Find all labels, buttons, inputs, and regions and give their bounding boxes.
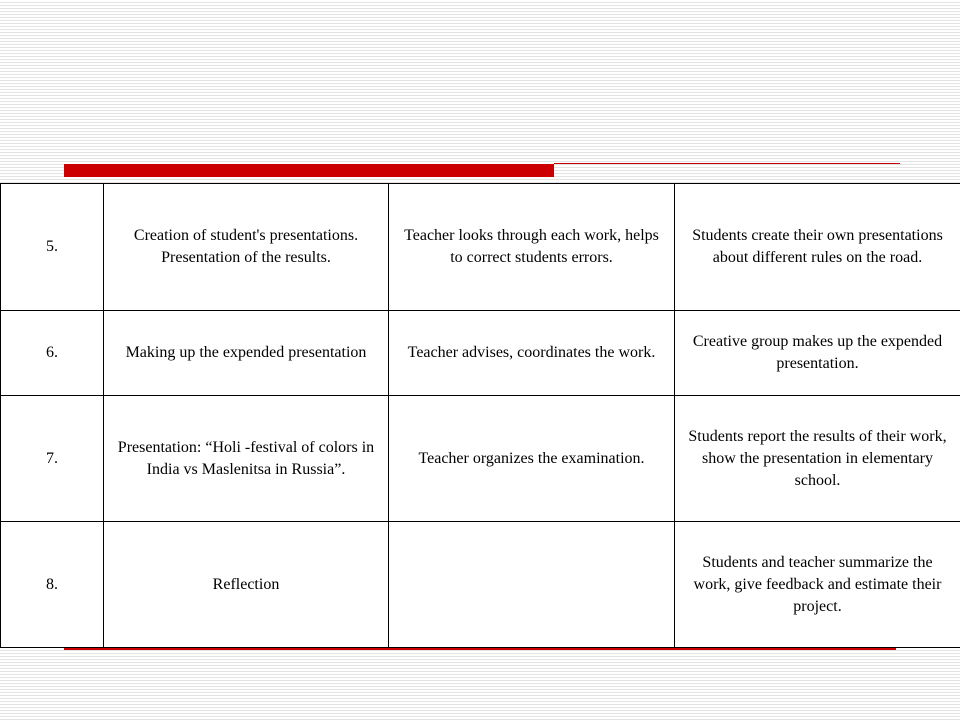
stage-cell: Presentation: “Holi -festival of colors in India vs Maslenitsa in Russia”. — [104, 396, 389, 522]
row-number-cell: 8. — [1, 522, 104, 648]
footer-accent-line — [64, 648, 896, 650]
student-activity-cell: Creative group makes up the expended presentation. — [675, 311, 960, 396]
row-number-cell: 6. — [1, 311, 104, 396]
teacher-activity-cell: Teacher advises, coordinates the work. — [389, 311, 675, 396]
table-row — [1, 184, 960, 311]
project-stages-table — [0, 183, 960, 648]
teacher-activity-cell — [389, 522, 675, 648]
table-row — [1, 396, 960, 522]
teacher-activity-cell: Teacher looks through each work, helps to correct students errors. — [389, 184, 675, 311]
title-accent-line — [554, 163, 900, 164]
stage-cell: Creation of student's presentations. Presentation of the results. — [104, 184, 389, 311]
table-row — [1, 522, 960, 648]
student-activity-cell: Students create their own presentations about different rules on the road. — [675, 184, 960, 311]
teacher-activity-cell: Teacher organizes the examination. — [389, 396, 675, 522]
row-number-cell: 7. — [1, 396, 104, 522]
student-activity-cell: Students and teacher summarize the work, give feedback and estimate their project. — [675, 522, 960, 648]
stage-cell: Reflection — [104, 522, 389, 648]
stage-cell: Making up the expended presentation — [104, 311, 389, 396]
title-accent-bar — [64, 164, 554, 177]
row-number-cell: 5. — [1, 184, 104, 311]
table-row — [1, 311, 960, 396]
student-activity-cell: Students report the results of their work, show the presentation in elementary school. — [675, 396, 960, 522]
